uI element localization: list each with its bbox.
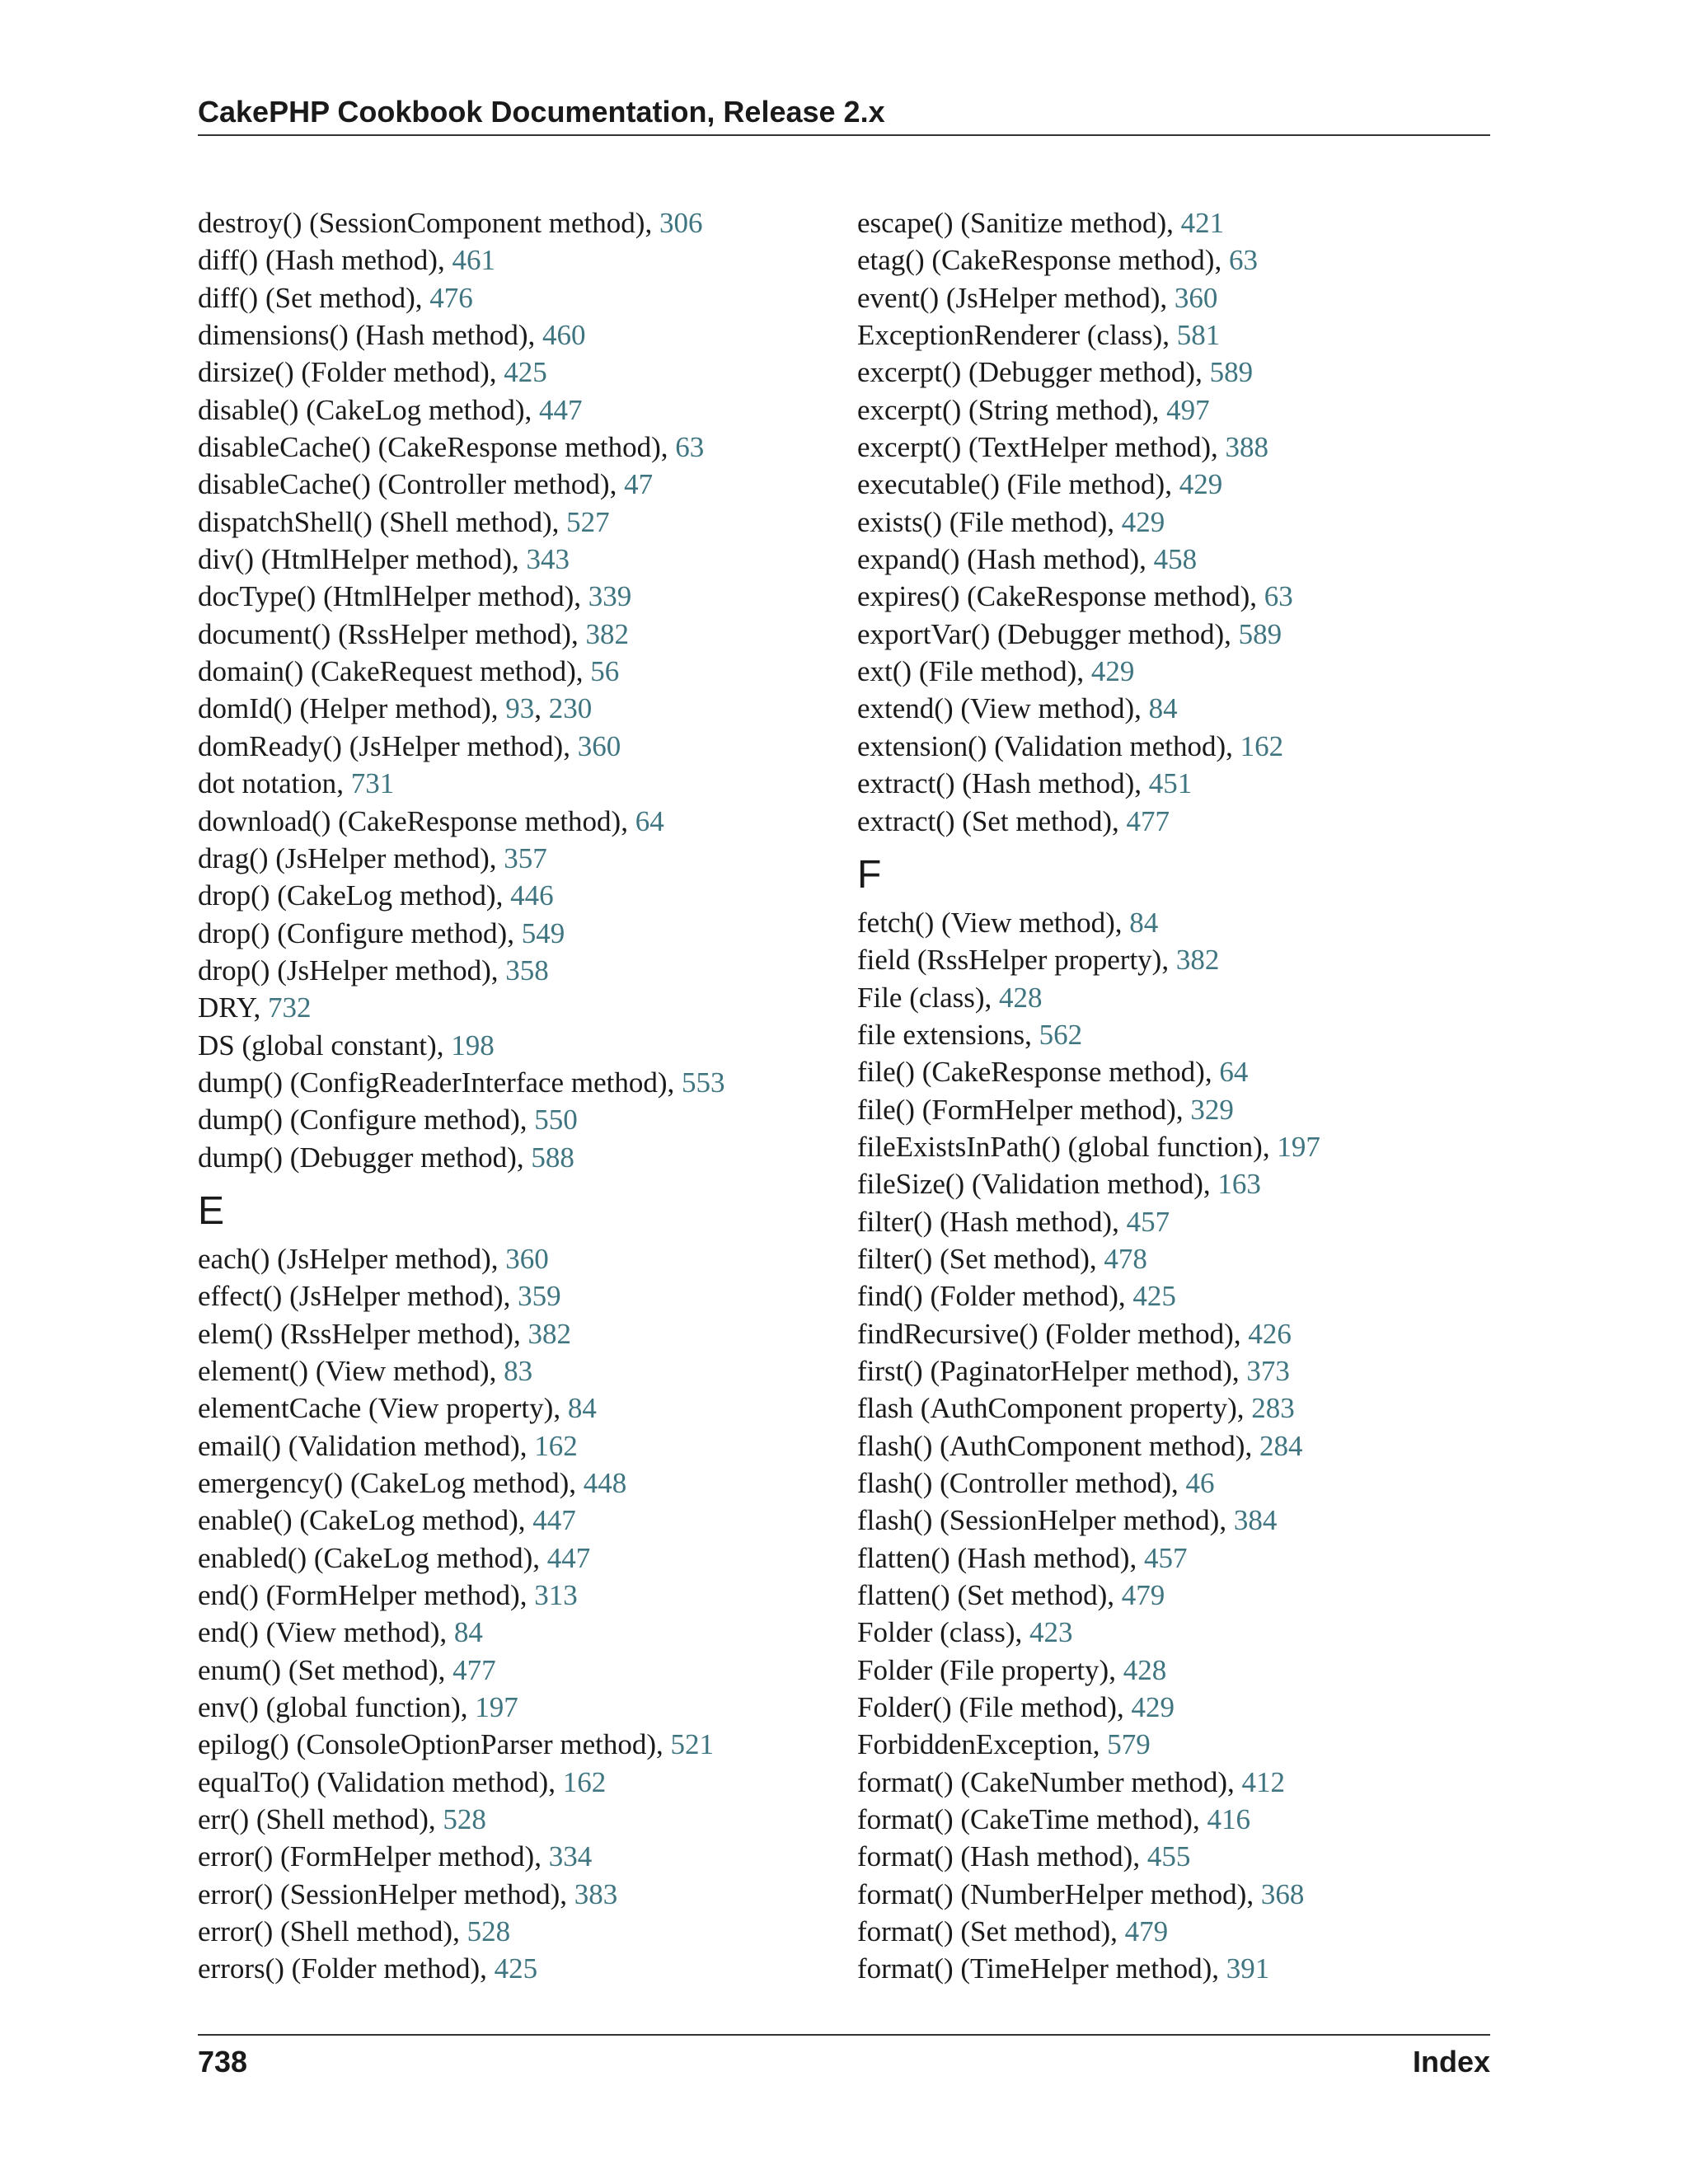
page-link[interactable]: 360 — [505, 1242, 549, 1275]
index-term: dump() (Debugger method) — [198, 1141, 517, 1174]
index-term: filter() (Hash method) — [857, 1205, 1113, 1238]
index-entry: exportVar() (Debugger method), 589 — [857, 617, 1282, 650]
page-link[interactable]: 477 — [1126, 804, 1170, 837]
page-link[interactable]: 197 — [1277, 1130, 1320, 1163]
page-link[interactable]: 477 — [452, 1653, 496, 1686]
index-entry: div() (HtmlHelper method), 343 — [198, 543, 570, 576]
page-link[interactable]: 428 — [1123, 1653, 1167, 1686]
index-entry: find() (Folder method), 425 — [857, 1280, 1176, 1313]
page-link[interactable]: 428 — [999, 981, 1043, 1014]
page-link[interactable]: 284 — [1259, 1429, 1303, 1462]
index-term: file extensions — [857, 1018, 1025, 1051]
index-entry: format() (NumberHelper method), 368 — [857, 1877, 1305, 1910]
page-link[interactable]: 198 — [451, 1029, 495, 1062]
page-link[interactable]: 528 — [467, 1915, 511, 1948]
index-term: domReady() (JsHelper method) — [198, 729, 564, 762]
index-letter-heading: F — [857, 852, 882, 897]
index-term: extension() (Validation method) — [857, 729, 1226, 762]
index-entry: equalTo() (Validation method), 162 — [198, 1765, 607, 1798]
index-entry: fileSize() (Validation method), 163 — [857, 1168, 1261, 1201]
index-term: enabled() (CakeLog method) — [198, 1541, 533, 1574]
page-header-title: CakePHP Cookbook Documentation, Release 2.x — [198, 95, 885, 129]
page-link[interactable]: 84 — [567, 1392, 597, 1425]
index-entry: flash() (AuthComponent method), 284 — [857, 1429, 1303, 1462]
index-entry: domain() (CakeRequest method), 56 — [198, 655, 620, 688]
index-term: errors() (Folder method) — [198, 1952, 481, 1985]
index-entry: flash() (Controller method), 46 — [857, 1467, 1215, 1499]
index-entry: document() (RssHelper method), 382 — [198, 617, 629, 650]
index-entry: ForbiddenException, 579 — [857, 1728, 1151, 1761]
page-link[interactable]: 64 — [635, 804, 664, 837]
index-entry: escape() (Sanitize method), 421 — [857, 207, 1225, 239]
index-entry: disable() (CakeLog method), 447 — [198, 393, 583, 426]
index-term: docType() (HtmlHelper method) — [198, 580, 574, 613]
page-link[interactable]: 425 — [494, 1952, 538, 1985]
index-entry: end() (FormHelper method), 313 — [198, 1579, 578, 1612]
page-link[interactable]: 84 — [1148, 692, 1178, 725]
index-term: destroy() (SessionComponent method) — [198, 207, 645, 239]
index-entry: effect() (JsHelper method), 359 — [198, 1280, 561, 1313]
index-term: excerpt() (TextHelper method) — [857, 431, 1212, 464]
page-link[interactable]: 527 — [566, 505, 610, 538]
index-entry: executable() (File method), 429 — [857, 468, 1223, 501]
page-link[interactable]: 56 — [590, 655, 620, 688]
page-link[interactable]: 549 — [521, 916, 565, 949]
page-link[interactable]: 47 — [624, 468, 654, 501]
page-link[interactable]: 84 — [453, 1616, 483, 1649]
index-term: find() (Folder method) — [857, 1280, 1118, 1313]
page-link[interactable]: 360 — [1174, 281, 1218, 314]
index-term: fileExistsInPath() (global function) — [857, 1130, 1263, 1163]
page-link[interactable]: 359 — [518, 1280, 561, 1313]
page-link[interactable]: 461 — [452, 244, 495, 277]
page-link[interactable]: 84 — [1129, 906, 1159, 939]
index-term: excerpt() (Debugger method) — [857, 356, 1196, 389]
page-link[interactable]: 528 — [443, 1803, 486, 1836]
index-term: dirsize() (Folder method) — [198, 356, 490, 389]
page-link[interactable]: 476 — [429, 281, 473, 314]
page-link[interactable]: 339 — [588, 580, 632, 613]
index-term: findRecursive() (Folder method) — [857, 1317, 1234, 1350]
page-link[interactable]: 64 — [1219, 1056, 1249, 1089]
index-term: extract() (Set method) — [857, 804, 1113, 837]
index-term: elementCache (View property) — [198, 1392, 554, 1425]
index-term: filter() (Set method) — [857, 1242, 1090, 1275]
page-link[interactable]: 368 — [1260, 1877, 1305, 1910]
footer-page-number: 738 — [198, 2045, 248, 2079]
index-entry: format() (CakeTime method), 416 — [857, 1803, 1250, 1836]
index-term: extend() (View method) — [857, 692, 1135, 725]
index-term: format() (TimeHelper method) — [857, 1952, 1212, 1985]
page-link[interactable]: 357 — [504, 841, 547, 874]
page-link[interactable]: 423 — [1029, 1616, 1073, 1649]
index-entry: extend() (View method), 84 — [857, 692, 1178, 725]
page-link[interactable]: 230 — [548, 692, 593, 725]
page-link[interactable]: 46 — [1185, 1467, 1215, 1499]
index-entry: emergency() (CakeLog method), 448 — [198, 1467, 627, 1499]
index-entry: File (class), 428 — [857, 981, 1043, 1014]
index-entry: enum() (Set method), 477 — [198, 1653, 496, 1686]
index-term: element() (View method) — [198, 1354, 490, 1387]
index-entry: docType() (HtmlHelper method), 339 — [198, 580, 632, 613]
index-term: domain() (CakeRequest method) — [198, 655, 576, 688]
index-entry: diff() (Hash method), 461 — [198, 244, 495, 277]
index-term: email() (Validation method) — [198, 1429, 520, 1462]
index-term: Folder (File property) — [857, 1653, 1109, 1686]
page-link[interactable]: 589 — [1238, 617, 1282, 650]
index-term: flash() (SessionHelper method) — [857, 1504, 1220, 1537]
page-link[interactable]: 412 — [1241, 1765, 1286, 1798]
index-entry: etag() (CakeResponse method), 63 — [857, 244, 1258, 277]
page-link[interactable]: 283 — [1251, 1392, 1295, 1425]
index-term: drag() (JsHelper method) — [198, 841, 490, 874]
index-term: ext() (File method) — [857, 655, 1077, 688]
index-entry: domId() (Helper method), 93, 230 — [198, 692, 593, 725]
index-term: exists() (File method) — [857, 505, 1108, 538]
index-term: DRY — [198, 991, 254, 1024]
index-entry: each() (JsHelper method), 360 — [198, 1242, 549, 1275]
index-entry: drop() (JsHelper method), 358 — [198, 954, 549, 987]
index-term: drop() (Configure method) — [198, 916, 508, 949]
index-term: end() (FormHelper method) — [198, 1579, 520, 1612]
index-term: excerpt() (String method) — [857, 393, 1152, 426]
index-term: escape() (Sanitize method) — [857, 207, 1167, 239]
page-link[interactable]: 163 — [1217, 1168, 1261, 1201]
page-link[interactable]: 358 — [505, 954, 549, 987]
index-term: elem() (RssHelper method) — [198, 1317, 513, 1350]
index-term: exportVar() (Debugger method) — [857, 617, 1225, 650]
page-link[interactable]: 479 — [1124, 1915, 1169, 1948]
page-link[interactable]: 343 — [526, 543, 570, 576]
index-entry: destroy() (SessionComponent method), 306 — [198, 207, 703, 239]
index-entry: format() (CakeNumber method), 412 — [857, 1765, 1286, 1798]
page-link[interactable]: 382 — [585, 617, 629, 650]
page-link[interactable]: 460 — [542, 319, 586, 352]
index-term: Folder (class) — [857, 1616, 1015, 1649]
index-entry: dimensions() (Hash method), 460 — [198, 319, 586, 352]
page-link[interactable]: 329 — [1190, 1093, 1234, 1126]
index-term: flatten() (Hash method) — [857, 1541, 1130, 1574]
page-link[interactable]: 162 — [534, 1429, 578, 1462]
index-entry: field (RssHelper property), 382 — [857, 944, 1220, 977]
page-link[interactable]: 373 — [1246, 1354, 1290, 1387]
page-link[interactable]: 581 — [1176, 319, 1221, 352]
page-link[interactable]: 306 — [659, 207, 703, 239]
index-term: disable() (CakeLog method) — [198, 393, 525, 426]
index-term: dump() (Configure method) — [198, 1104, 520, 1137]
index-term: dot notation — [198, 767, 337, 800]
page-link[interactable]: 162 — [1240, 729, 1284, 762]
index-entry: DRY, 732 — [198, 991, 312, 1024]
index-term: diff() (Set method) — [198, 281, 415, 314]
index-entry: diff() (Set method), 476 — [198, 281, 473, 314]
index-entry: Folder() (File method), 429 — [857, 1691, 1175, 1724]
index-entry: DS (global constant), 198 — [198, 1029, 495, 1062]
index-term: format() (NumberHelper method) — [857, 1877, 1247, 1910]
index-term: flash (AuthComponent property) — [857, 1392, 1237, 1425]
index-term: flash() (AuthComponent method) — [857, 1429, 1245, 1462]
index-entry: flatten() (Hash method), 457 — [857, 1541, 1188, 1574]
page-link[interactable]: 553 — [682, 1066, 725, 1099]
index-entry: flash (AuthComponent property), 283 — [857, 1392, 1295, 1425]
index-term: diff() (Hash method) — [198, 244, 438, 277]
page-link[interactable]: 429 — [1131, 1691, 1175, 1724]
page-link[interactable]: 429 — [1179, 468, 1223, 501]
index-term: each() (JsHelper method) — [198, 1242, 491, 1275]
index-entry: Folder (File property), 428 — [857, 1653, 1167, 1686]
index-entry: end() (View method), 84 — [198, 1616, 483, 1649]
index-entry: expires() (CakeResponse method), 63 — [857, 580, 1293, 613]
index-term: disableCache() (Controller method) — [198, 468, 610, 501]
index-term: download() (CakeResponse method) — [198, 804, 621, 837]
index-term: fileSize() (Validation method) — [857, 1168, 1203, 1201]
index-entry: elem() (RssHelper method), 382 — [198, 1317, 571, 1350]
page-link[interactable]: 521 — [670, 1728, 715, 1761]
index-term: err() (Shell method) — [198, 1803, 429, 1836]
index-term: format() (Hash method) — [857, 1840, 1133, 1873]
page-link[interactable]: 83 — [504, 1354, 533, 1387]
page-link[interactable]: 458 — [1153, 543, 1198, 576]
page-link[interactable]: 334 — [548, 1840, 593, 1873]
index-entry: error() (Shell method), 528 — [198, 1915, 511, 1948]
footer-section-name: Index — [1412, 2045, 1490, 2079]
page-link[interactable]: 447 — [546, 1541, 591, 1574]
page-link[interactable]: 382 — [1175, 944, 1220, 977]
index-entry: dump() (ConfigReaderInterface method), 553 — [198, 1066, 725, 1099]
index-entry: dispatchShell() (Shell method), 527 — [198, 505, 610, 538]
index-entry: fetch() (View method), 84 — [857, 906, 1159, 939]
page-link[interactable]: 448 — [583, 1467, 627, 1499]
index-term: fetch() (View method) — [857, 906, 1115, 939]
index-term: error() (SessionHelper method) — [198, 1877, 560, 1910]
index-entry: dot notation, 731 — [198, 767, 395, 800]
index-term: emergency() (CakeLog method) — [198, 1467, 570, 1499]
index-entry: findRecursive() (Folder method), 426 — [857, 1317, 1292, 1350]
index-entry: dirsize() (Folder method), 425 — [198, 356, 547, 389]
index-entry: dump() (Debugger method), 588 — [198, 1141, 574, 1174]
index-entry: format() (Hash method), 455 — [857, 1840, 1191, 1873]
index-term: error() (Shell method) — [198, 1915, 453, 1948]
page-link[interactable]: 451 — [1148, 767, 1193, 800]
index-entry: errors() (Folder method), 425 — [198, 1952, 538, 1985]
page-link[interactable]: 429 — [1121, 505, 1165, 538]
index-term: file() (FormHelper method) — [857, 1093, 1176, 1126]
index-entry: first() (PaginatorHelper method), 373 — [857, 1354, 1290, 1387]
index-entry: extension() (Validation method), 162 — [857, 729, 1284, 762]
page-link[interactable]: 382 — [528, 1317, 571, 1350]
page-link[interactable]: 391 — [1226, 1952, 1270, 1985]
index-entry: filter() (Hash method), 457 — [857, 1205, 1170, 1238]
index-term: field (RssHelper property) — [857, 944, 1162, 977]
index-term: end() (View method) — [198, 1616, 440, 1649]
index-term: domId() (Helper method) — [198, 692, 491, 725]
index-term: div() (HtmlHelper method) — [198, 543, 513, 576]
index-entry: excerpt() (Debugger method), 589 — [857, 356, 1254, 389]
page-link[interactable]: 457 — [1126, 1205, 1170, 1238]
page-link[interactable]: 589 — [1209, 356, 1254, 389]
index-entry: elementCache (View property), 84 — [198, 1392, 597, 1425]
index-column-right — [857, 202, 1484, 1985]
page-link[interactable]: 162 — [562, 1765, 607, 1798]
index-entry: enabled() (CakeLog method), 447 — [198, 1541, 591, 1574]
index-entry: epilog() (ConsoleOptionParser method), 521 — [198, 1728, 715, 1761]
page-link[interactable]: 93 — [505, 692, 535, 725]
page-link[interactable]: 732 — [267, 991, 312, 1024]
index-term: format() (Set method) — [857, 1915, 1111, 1948]
page-link[interactable]: 388 — [1225, 431, 1269, 464]
index-entry: email() (Validation method), 162 — [198, 1429, 578, 1462]
page-link[interactable]: 426 — [1248, 1317, 1292, 1350]
index-term: dump() (ConfigReaderInterface method) — [198, 1066, 668, 1099]
index-entry: domReady() (JsHelper method), 360 — [198, 729, 621, 762]
page-link[interactable]: 457 — [1143, 1541, 1188, 1574]
index-entry: drag() (JsHelper method), 357 — [198, 841, 547, 874]
page-link[interactable]: 731 — [350, 767, 395, 800]
index-entry: file() (FormHelper method), 329 — [857, 1093, 1234, 1126]
index-term: expires() (CakeResponse method) — [857, 580, 1250, 613]
index-entry: excerpt() (TextHelper method), 388 — [857, 431, 1269, 464]
page-link[interactable]: 197 — [475, 1691, 518, 1724]
index-entry: disableCache() (Controller method), 47 — [198, 468, 654, 501]
page-link[interactable]: 447 — [539, 393, 583, 426]
index-term: equalTo() (Validation method) — [198, 1765, 549, 1798]
index-entry: event() (JsHelper method), 360 — [857, 281, 1218, 314]
page-link[interactable]: 425 — [1132, 1280, 1176, 1313]
page-link[interactable]: 562 — [1039, 1018, 1083, 1051]
index-entry: Folder (class), 423 — [857, 1616, 1073, 1649]
index-term: File (class) — [857, 981, 985, 1014]
index-entry: extract() (Hash method), 451 — [857, 767, 1193, 800]
page-link[interactable]: 63 — [1228, 244, 1258, 277]
index-term: flatten() (Set method) — [857, 1579, 1108, 1612]
index-term: drop() (CakeLog method) — [198, 879, 496, 912]
index-entry: exists() (File method), 429 — [857, 505, 1165, 538]
index-term: error() (FormHelper method) — [198, 1840, 535, 1873]
index-entry: env() (global function), 197 — [198, 1691, 518, 1724]
index-term: effect() (JsHelper method) — [198, 1280, 504, 1313]
index-entry: dump() (Configure method), 550 — [198, 1104, 578, 1137]
index-entry: drop() (CakeLog method), 446 — [198, 879, 554, 912]
index-term: flash() (Controller method) — [857, 1467, 1172, 1499]
page-link[interactable]: 550 — [534, 1104, 578, 1137]
page-link[interactable]: 360 — [577, 729, 621, 762]
page-link[interactable]: 579 — [1107, 1728, 1151, 1761]
page-link[interactable]: 63 — [1264, 580, 1293, 613]
index-entry: format() (TimeHelper method), 391 — [857, 1952, 1270, 1985]
index-entry: file() (CakeResponse method), 64 — [857, 1056, 1249, 1089]
index-entry: fileExistsInPath() (global function), 197 — [857, 1130, 1320, 1163]
page-link[interactable]: 384 — [1233, 1504, 1278, 1537]
page-link[interactable]: 497 — [1166, 393, 1210, 426]
index-entry: filter() (Set method), 478 — [857, 1242, 1147, 1275]
page-link[interactable]: 446 — [510, 879, 554, 912]
index-term: format() (CakeNumber method) — [857, 1765, 1228, 1798]
index-term: dimensions() (Hash method) — [198, 319, 528, 352]
page-link[interactable]: 313 — [534, 1579, 578, 1612]
index-entry: drop() (Configure method), 549 — [198, 916, 565, 949]
index-term: format() (CakeTime method) — [857, 1803, 1193, 1836]
index-term: executable() (File method) — [857, 468, 1165, 501]
page-link[interactable]: 383 — [574, 1877, 618, 1910]
index-term: expand() (Hash method) — [857, 543, 1140, 576]
page-link[interactable]: 416 — [1207, 1803, 1250, 1836]
page-link[interactable]: 421 — [1180, 207, 1225, 239]
page-link[interactable]: 429 — [1090, 655, 1135, 688]
page-link[interactable]: 63 — [675, 431, 705, 464]
index-letter-heading: E — [198, 1188, 225, 1233]
index-entry: download() (CakeResponse method), 64 — [198, 804, 664, 837]
index-entry: flash() (SessionHelper method), 384 — [857, 1504, 1278, 1537]
index-term: env() (global function) — [198, 1691, 461, 1724]
index-entry: err() (Shell method), 528 — [198, 1803, 486, 1836]
index-entry: error() (SessionHelper method), 383 — [198, 1877, 618, 1910]
page-link[interactable]: 479 — [1121, 1579, 1165, 1612]
index-entry: flatten() (Set method), 479 — [857, 1579, 1165, 1612]
index-term: drop() (JsHelper method) — [198, 954, 491, 987]
index-entry: ExceptionRenderer (class), 581 — [857, 319, 1221, 352]
index-term: ExceptionRenderer (class) — [857, 319, 1163, 352]
index-entry: enable() (CakeLog method), 447 — [198, 1504, 576, 1537]
page-link[interactable]: 447 — [532, 1504, 576, 1537]
index-entry: error() (FormHelper method), 334 — [198, 1840, 593, 1873]
index-term: etag() (CakeResponse method) — [857, 244, 1215, 277]
index-entry: disableCache() (CakeResponse method), 63 — [198, 431, 705, 464]
index-term: epilog() (ConsoleOptionParser method) — [198, 1728, 657, 1761]
index-term: first() (PaginatorHelper method) — [857, 1354, 1232, 1387]
index-entry: expand() (Hash method), 458 — [857, 543, 1198, 576]
page-link[interactable]: 478 — [1104, 1242, 1147, 1275]
index-term: document() (RssHelper method) — [198, 617, 571, 650]
index-term: enable() (CakeLog method) — [198, 1504, 518, 1537]
index-term: disableCache() (CakeResponse method) — [198, 431, 661, 464]
index-entry: extract() (Set method), 477 — [857, 804, 1170, 837]
index-term: file() (CakeResponse method) — [857, 1056, 1205, 1089]
index-term: ForbiddenException — [857, 1728, 1093, 1761]
index-term: extract() (Hash method) — [857, 767, 1135, 800]
index-entry: format() (Set method), 479 — [857, 1915, 1169, 1948]
index-entry: file extensions, 562 — [857, 1018, 1083, 1051]
header-rule — [198, 134, 1490, 136]
index-entry: ext() (File method), 429 — [857, 655, 1135, 688]
index-entry: element() (View method), 83 — [198, 1354, 533, 1387]
index-entry: excerpt() (String method), 497 — [857, 393, 1210, 426]
index-term: Folder() (File method) — [857, 1691, 1117, 1724]
footer-rule — [198, 2034, 1490, 2036]
page-link[interactable]: 455 — [1146, 1840, 1191, 1873]
page-link[interactable]: 425 — [504, 356, 547, 389]
index-term: event() (JsHelper method) — [857, 281, 1160, 314]
index-column-left — [198, 202, 808, 1985]
page-link[interactable]: 588 — [531, 1141, 574, 1174]
index-term: enum() (Set method) — [198, 1653, 438, 1686]
index-term: DS (global constant) — [198, 1029, 437, 1062]
index-term: dispatchShell() (Shell method) — [198, 505, 552, 538]
